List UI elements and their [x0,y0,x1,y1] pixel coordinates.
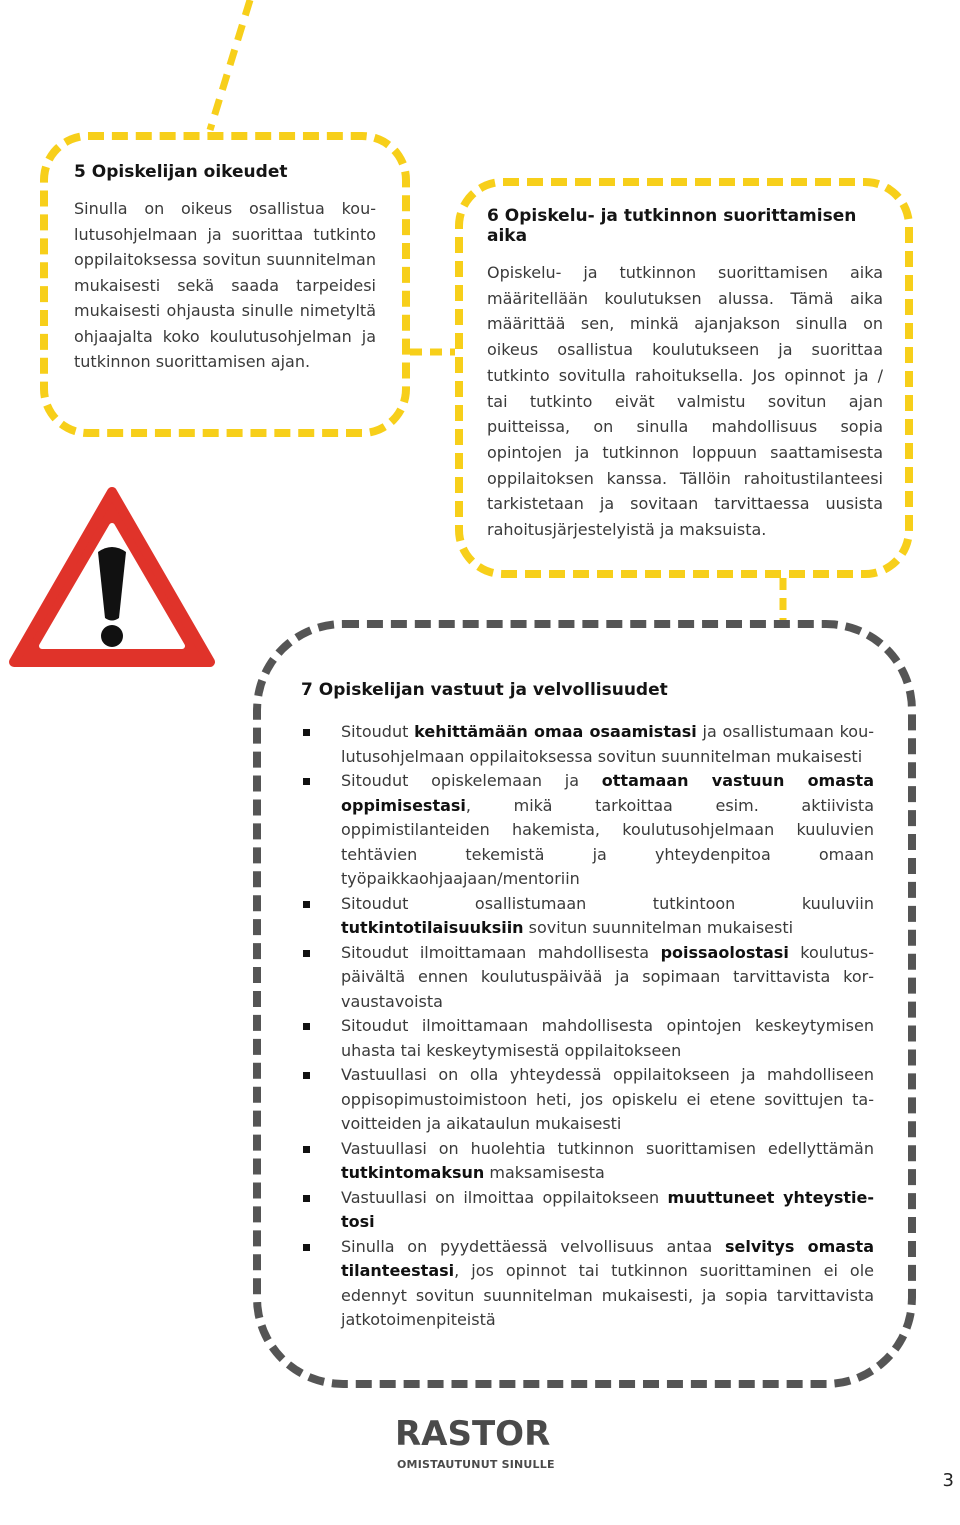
logo-wordmark: RASTOR [395,1414,551,1454]
list-item: Vastuullasi on huolehtia tutkinnon suorittamisen edellyttämän tutkintomaksun maksamisesta [301,1137,874,1186]
list-item: Sitoudut osallistumaan tutkintoon kuuluviin tutkintotilaisuuksiin sovitun suunnitelman mukaisesti [301,892,874,941]
square-bullet-icon [303,1195,310,1202]
top-connector [210,0,250,130]
square-bullet-icon [303,778,310,785]
list-item: Sitoudut ilmoittamaan mahdollisesta opintojen keskeytymisen uhasta tai keskeytymisestä oppilaitokseen [301,1014,874,1063]
responsibilities-title: 7 Opiskelijan vastuut ja velvollisuudet [301,680,668,700]
list-item: Vastuullasi on olla yhteydessä oppilaitokseen ja mahdolliseen oppisopimustoimistoon heti, jos opiskelu ei etene sovittujen tavoitteiden ja aikataulun mukaisesti [301,1063,874,1137]
square-bullet-icon [303,729,310,736]
rights-box [40,132,410,437]
square-bullet-icon [303,1146,310,1153]
rights-title: 5 Opiskelijan oikeudet [74,162,288,182]
list-item: Sitoudut kehittämään omaa osaamistasi ja osallistumaan koulutusohjelmaan oppilaitoksessa sovitun suunnitelman mukaisesti [301,720,874,769]
square-bullet-icon [303,901,310,908]
rastor-logo [395,1414,555,1474]
square-bullet-icon [303,1244,310,1251]
square-bullet-icon [303,950,310,957]
logo-tagline: OMISTAUTUNUT SINULLE [397,1458,555,1471]
square-bullet-icon [303,1072,310,1079]
list-item: Sitoudut opiskelemaan ja ottamaan vastuun omasta oppimisestasi, mikä tarkoittaa esim. aktiivista oppimistilanteiden hakemista, koulutusohjelmaan kuuluvien tehtävien tekemistä ja yhteydenpitoa omaan työpaikkaohjaajaan/mentoriin [301,769,874,892]
responsibilities-list [301,720,874,1333]
list-item: Sinulla on pyydettäessä velvollisuus antaa selvitys omasta tilanteestasi, jos opinnot tai tutkinnon suorittaminen ei ole edennyt sovitun suunnitelman mukaisesti, ja sopia tarvittavista jatkotoimenpiteistä [301,1235,874,1333]
study-time-title: 6 Opiskelu- ja tutkinnon suorittamisen aika [487,206,857,246]
exclamation-dot [101,625,123,647]
list-item: Vastuullasi on ilmoittaa oppilaitokseen muuttuneet yhteystietosi [301,1186,874,1235]
rights-text: Sinulla on oikeus osallistua koulutusohjelmaan ja suorittaa tutkinto oppilaitoksessa sovitun suunnitelman mukaisesti sekä saada tarpeidesi mukaisesti ohjausta sinulle nimetyltä ohjaajalta koko koulutusohjelman ja tutkinnon suorittamisen ajan. [74,199,376,371]
list-item: Sitoudut ilmoittamaan mahdollisesta poissaolostasi koulutuspäivältä ennen koulutuspäivää ja sopimaan tarvittavista korvaustavoista [301,941,874,1015]
responsibilities-box [253,620,916,1388]
page-number: 3 [942,1470,954,1491]
warning-triangle-icon [6,486,216,672]
study-time-box [455,178,913,578]
square-bullet-icon [303,1023,310,1030]
study-time-text: Opiskelu- ja tutkinnon suorittamisen aika määritellään koulutuksen alussa. Tämä aika määrittää sen, minkä ajanjakson sinulla on oikeus osallistua koulutukseen ja suorittaa tutkinto sovitulla rahoituksella. Jos opinnot ja / tai tutkinto eivät valmistu sovitun ajan puitteissa, on sinulla mahdollisuus sopia opintojen ja tutkinnon loppuun saattamisesta oppilaitoksen kanssa. Tällöin rahoitustilanteesi tarkistetaan ja sovitaan tarvittaessa uusista rahoitusjärjestelyistä ja maksuista. [487,263,883,540]
